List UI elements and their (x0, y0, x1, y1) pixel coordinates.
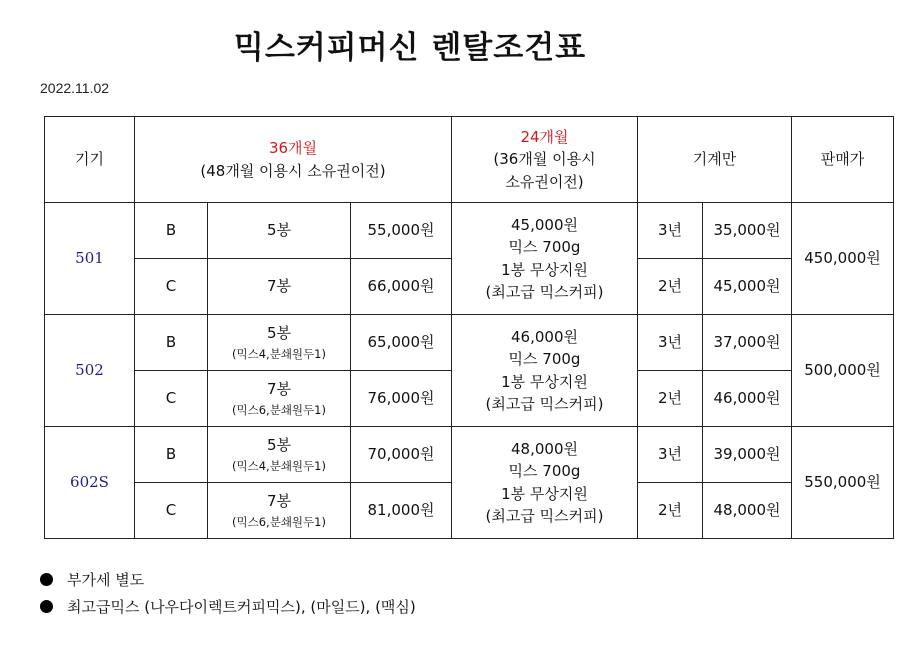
table-row (45, 203, 894, 259)
pack-count: 7봉 (266, 492, 292, 511)
pack-count: 5봉 (266, 221, 292, 240)
plan-24-price: 48,000원 (511, 439, 578, 458)
pack-cell (208, 315, 351, 371)
pack-detail: (믹스6,분쇄원두1) (232, 514, 326, 529)
header-machine: 기기 (45, 117, 135, 203)
bullet-icon (40, 573, 53, 586)
table-row (45, 315, 894, 371)
machine-price-cell: 35,000원 (703, 203, 792, 259)
plan-24-line: 1봉 무상지원 (501, 260, 588, 279)
list-item (40, 566, 416, 593)
plan-24-sub1: (36개월 이용시 (493, 150, 596, 169)
sale-price-cell: 450,000원 (792, 203, 894, 315)
sale-price-cell: 500,000원 (792, 315, 894, 427)
plan-24-line: (최고급 믹스커피) (485, 283, 604, 301)
plan-24-title: 24개월 (520, 127, 569, 146)
header-machine-only: 기계만 (638, 117, 792, 203)
plan-24-cell (452, 427, 638, 539)
pack-detail: (믹스4,분쇄원두1) (232, 458, 326, 473)
document-date: 2022.11.02 (40, 80, 110, 96)
years-cell: 3년 (638, 203, 703, 259)
pack-count: 5봉 (266, 436, 292, 455)
grade-cell: C (135, 483, 208, 539)
grade-cell: C (135, 259, 208, 315)
plan-24-line: 1봉 무상지원 (501, 372, 588, 391)
header-sale-price: 판매가 (792, 117, 894, 203)
pack-cell (208, 371, 351, 427)
plan-24-price: 46,000원 (511, 327, 578, 346)
years-cell: 2년 (638, 483, 703, 539)
model-cell: 602S (45, 427, 135, 539)
note-text: 최고급믹스 (나우다이렉트커피믹스), (마일드), (맥심) (67, 598, 416, 616)
price-cell: 81,000원 (351, 483, 452, 539)
pack-cell (208, 483, 351, 539)
years-cell: 2년 (638, 259, 703, 315)
price-cell: 70,000원 (351, 427, 452, 483)
machine-price-cell: 46,000원 (703, 371, 792, 427)
pack-detail: (믹스6,분쇄원두1) (232, 402, 326, 417)
plan-24-price: 45,000원 (511, 215, 578, 234)
notes-list (40, 566, 416, 620)
pack-count: 5봉 (266, 324, 292, 343)
note-text: 부가세 별도 (67, 571, 145, 589)
table-row (45, 427, 894, 483)
price-cell: 76,000원 (351, 371, 452, 427)
plan-36-title: 36개월 (268, 139, 318, 157)
price-cell: 55,000원 (351, 203, 452, 259)
pack-count: 7봉 (266, 380, 292, 399)
grade-cell: B (135, 203, 208, 259)
plan-24-line: (최고급 믹스커피) (485, 507, 604, 525)
plan-24-line: (최고급 믹스커피) (485, 395, 604, 413)
price-cell: 66,000원 (351, 259, 452, 315)
plan-24-line: 믹스 700g (508, 238, 581, 256)
plan-24-line: 믹스 700g (508, 462, 581, 480)
bullet-icon (40, 600, 53, 613)
pack-cell (208, 427, 351, 483)
machine-price-cell: 39,000원 (703, 427, 792, 483)
plan-24-line: 1봉 무상지원 (501, 484, 588, 503)
grade-cell: C (135, 371, 208, 427)
plan-24-line: 믹스 700g (508, 350, 581, 368)
years-cell: 2년 (638, 371, 703, 427)
years-cell: 3년 (638, 315, 703, 371)
header-plan-36 (135, 117, 452, 203)
model-cell: 502 (45, 315, 135, 427)
price-cell: 65,000원 (351, 315, 452, 371)
pack-cell (208, 259, 351, 315)
plan-24-sub2: 소유권이전) (505, 172, 584, 191)
plan-24-cell (452, 203, 638, 315)
header-plan-24 (452, 117, 638, 203)
grade-cell: B (135, 427, 208, 483)
model-cell: 501 (45, 203, 135, 315)
machine-price-cell: 37,000원 (703, 315, 792, 371)
list-item (40, 593, 416, 620)
pack-count: 7봉 (266, 277, 292, 296)
header-row (45, 117, 894, 203)
page-title: 믹스커피머신 렌탈조건표 (233, 30, 587, 66)
plan-24-cell (452, 315, 638, 427)
sale-price-cell: 550,000원 (792, 427, 894, 539)
rental-table (44, 116, 894, 539)
pack-cell (208, 203, 351, 259)
years-cell: 3년 (638, 427, 703, 483)
pack-detail: (믹스4,분쇄원두1) (232, 346, 326, 361)
machine-price-cell: 48,000원 (703, 483, 792, 539)
plan-36-sub: (48개월 이용시 소유권이전) (200, 161, 386, 180)
machine-price-cell: 45,000원 (703, 259, 792, 315)
grade-cell: B (135, 315, 208, 371)
